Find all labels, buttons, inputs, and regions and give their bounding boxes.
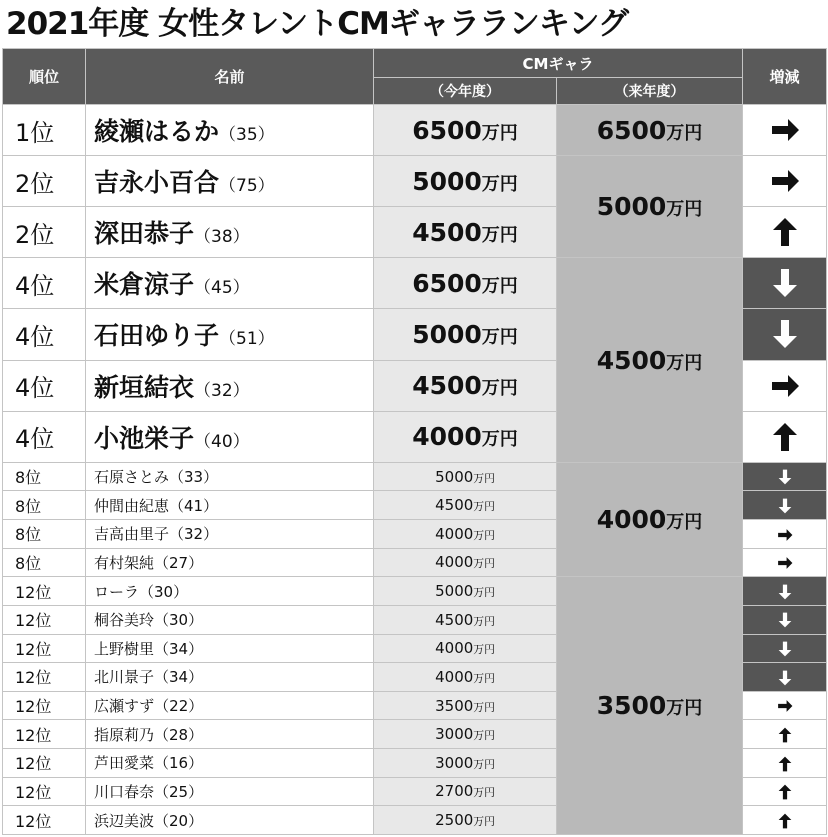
- name-cell: [86, 207, 374, 258]
- fee-value: 4000: [435, 667, 474, 686]
- page-title: 2021年度 女性タレントCMギャラランキング: [6, 6, 628, 42]
- talent-age: （51）: [219, 329, 275, 350]
- name-cell: [86, 749, 374, 778]
- fee-value: 4000: [596, 505, 667, 535]
- talent-age: （40）: [194, 431, 250, 452]
- change-cell: [743, 663, 827, 692]
- name-cell: [86, 156, 374, 207]
- change-cell: [743, 258, 827, 309]
- fee-unit: 万円: [666, 122, 703, 144]
- current-fee-cell: [374, 156, 557, 207]
- fee-unit: 万円: [473, 557, 495, 571]
- change-cell: [743, 520, 827, 549]
- fee-unit: 万円: [473, 500, 495, 514]
- change-cell: [743, 462, 827, 491]
- fee-unit: 万円: [473, 700, 495, 714]
- arrow-down-icon: [776, 640, 794, 658]
- fee-value: 4500: [412, 371, 482, 401]
- arrow-right-icon: [768, 113, 802, 147]
- talent-age: （34）: [154, 668, 204, 687]
- current-fee-cell: [374, 105, 557, 156]
- talent-name: 新垣結衣: [94, 372, 195, 402]
- fee-unit: 万円: [473, 671, 495, 685]
- name-cell: [86, 411, 374, 462]
- talent-name: 石田ゆり子: [94, 321, 220, 351]
- name-cell: [86, 605, 374, 634]
- fee-unit: 万円: [473, 786, 495, 800]
- change-cell: [743, 156, 827, 207]
- talent-age: （41）: [169, 496, 219, 515]
- fee-unit: 万円: [481, 378, 518, 400]
- change-cell: [743, 691, 827, 720]
- change-cell: [743, 577, 827, 606]
- talent-name: 上野樹里: [94, 639, 155, 658]
- fee-unit: 万円: [473, 614, 495, 628]
- talent-name: 有村架純: [94, 553, 155, 572]
- fee-value: 4000: [435, 524, 474, 543]
- talent-name: 深田恭子: [94, 219, 195, 249]
- talent-name: 川口春奈: [94, 782, 155, 801]
- talent-name: 仲間由紀恵: [94, 496, 170, 515]
- rank-cell: 2位: [3, 207, 86, 258]
- header-rank: 順位: [3, 49, 86, 105]
- table-row: [3, 156, 827, 207]
- header-cm-fee: CMギャラ: [374, 49, 743, 78]
- change-cell: [743, 749, 827, 778]
- fee-unit: 万円: [481, 224, 518, 246]
- arrow-down-icon: [776, 611, 794, 629]
- name-cell: [86, 691, 374, 720]
- rank-cell: 8位: [3, 520, 86, 549]
- current-fee-cell: [374, 520, 557, 549]
- arrow-down-icon: [776, 497, 794, 515]
- header-current-year: （今年度）: [374, 78, 557, 105]
- change-cell: [743, 105, 827, 156]
- current-fee-cell: [374, 411, 557, 462]
- talent-age: （32）: [194, 380, 250, 401]
- fee-unit: 万円: [473, 757, 495, 771]
- change-cell: [743, 548, 827, 577]
- arrow-down-icon: [768, 266, 802, 300]
- name-cell: [86, 806, 374, 835]
- talent-name: 北川景子: [94, 668, 155, 687]
- fee-value: 3500: [435, 696, 474, 715]
- talent-name: 小池栄子: [94, 423, 195, 453]
- rank-cell: 12位: [3, 691, 86, 720]
- fee-value: 4500: [435, 610, 474, 629]
- next-fee-cell: [557, 577, 743, 835]
- current-fee-cell: [374, 720, 557, 749]
- name-cell: [86, 634, 374, 663]
- arrow-up-icon: [776, 812, 794, 830]
- ranking-table: [2, 48, 827, 835]
- change-cell: [743, 360, 827, 411]
- arrow-up-icon: [776, 755, 794, 773]
- rank-cell: 8位: [3, 462, 86, 491]
- name-cell: [86, 663, 374, 692]
- name-cell: [86, 577, 374, 606]
- arrow-down-icon: [768, 317, 802, 351]
- fee-value: 5000: [435, 582, 474, 601]
- fee-value: 2500: [435, 811, 474, 830]
- talent-name: 吉高由里子: [94, 525, 170, 544]
- header-next-year: （来年度）: [557, 78, 743, 105]
- current-fee-cell: [374, 548, 557, 577]
- current-fee-cell: [374, 634, 557, 663]
- fee-value: 6500: [412, 268, 482, 298]
- fee-value: 4500: [412, 217, 482, 247]
- rank-cell: 12位: [3, 605, 86, 634]
- fee-unit: 万円: [481, 275, 518, 297]
- fee-value: 3000: [435, 753, 474, 772]
- talent-age: （30）: [139, 582, 189, 601]
- rank-cell: 12位: [3, 777, 86, 806]
- rank-cell: 4位: [3, 309, 86, 360]
- talent-age: （28）: [154, 725, 204, 744]
- current-fee-cell: [374, 360, 557, 411]
- change-cell: [743, 309, 827, 360]
- arrow-right-icon: [776, 526, 794, 544]
- fee-value: 4000: [435, 553, 474, 572]
- fee-value: 4500: [596, 345, 667, 375]
- fee-unit: 万円: [666, 352, 703, 374]
- change-cell: [743, 720, 827, 749]
- current-fee-cell: [374, 749, 557, 778]
- fee-unit: 万円: [481, 122, 518, 144]
- current-fee-cell: [374, 605, 557, 634]
- name-cell: [86, 258, 374, 309]
- arrow-up-icon: [768, 420, 802, 454]
- header-change: 増減: [743, 49, 827, 105]
- name-cell: [86, 309, 374, 360]
- arrow-right-icon: [768, 164, 802, 198]
- talent-age: （20）: [154, 811, 204, 830]
- fee-value: 6500: [596, 115, 667, 145]
- talent-name: 桐谷美玲: [94, 611, 155, 630]
- arrow-right-icon: [776, 554, 794, 572]
- fee-value: 5000: [412, 319, 482, 349]
- current-fee-cell: [374, 577, 557, 606]
- fee-value: 5000: [412, 166, 482, 196]
- fee-unit: 万円: [481, 326, 518, 348]
- fee-value: 4500: [435, 496, 474, 515]
- rank-cell: 12位: [3, 749, 86, 778]
- rank-cell: 4位: [3, 411, 86, 462]
- current-fee-cell: [374, 258, 557, 309]
- name-cell: [86, 462, 374, 491]
- talent-age: （27）: [154, 553, 204, 572]
- talent-age: （38）: [194, 227, 250, 248]
- fee-unit: 万円: [473, 528, 495, 542]
- fee-value: 5000: [435, 467, 474, 486]
- name-cell: [86, 491, 374, 520]
- talent-age: （75）: [219, 176, 275, 197]
- arrow-down-icon: [776, 468, 794, 486]
- talent-name: 広瀬すず: [94, 697, 155, 716]
- next-fee-cell: [557, 105, 743, 156]
- talent-age: （16）: [154, 754, 204, 773]
- rank-cell: 12位: [3, 806, 86, 835]
- fee-unit: 万円: [481, 429, 518, 451]
- next-fee-cell: [557, 258, 743, 462]
- arrow-up-icon: [776, 726, 794, 744]
- table-row: [3, 577, 827, 606]
- change-cell: [743, 207, 827, 258]
- table-row: [3, 105, 827, 156]
- arrow-up-icon: [776, 783, 794, 801]
- talent-name: 石原さとみ: [94, 468, 170, 487]
- arrow-up-icon: [768, 215, 802, 249]
- rank-cell: 1位: [3, 105, 86, 156]
- name-cell: [86, 548, 374, 577]
- change-cell: [743, 777, 827, 806]
- talent-name: 芦田愛菜: [94, 754, 155, 773]
- fee-unit: 万円: [666, 698, 703, 720]
- talent-age: （34）: [154, 639, 204, 658]
- talent-age: （33）: [169, 468, 219, 487]
- arrow-down-icon: [776, 669, 794, 687]
- fee-value: 2700: [435, 782, 474, 801]
- arrow-down-icon: [776, 583, 794, 601]
- name-cell: [86, 777, 374, 806]
- name-cell: [86, 105, 374, 156]
- rank-cell: 8位: [3, 548, 86, 577]
- fee-value: 5000: [596, 192, 667, 222]
- fee-unit: 万円: [473, 586, 495, 600]
- talent-name: 指原莉乃: [94, 725, 155, 744]
- current-fee-cell: [374, 207, 557, 258]
- header-name: 名前: [86, 49, 374, 105]
- rank-cell: 4位: [3, 258, 86, 309]
- fee-unit: 万円: [666, 512, 703, 534]
- current-fee-cell: [374, 691, 557, 720]
- fee-value: 4000: [412, 422, 482, 452]
- talent-age: （30）: [154, 611, 204, 630]
- fee-unit: 万円: [473, 729, 495, 743]
- talent-name: 吉永小百合: [94, 168, 220, 198]
- fee-unit: 万円: [481, 173, 518, 195]
- table-row: [3, 258, 827, 309]
- fee-unit: 万円: [473, 471, 495, 485]
- talent-age: （32）: [169, 525, 219, 544]
- rank-cell: 12位: [3, 634, 86, 663]
- rank-cell: 2位: [3, 156, 86, 207]
- current-fee-cell: [374, 806, 557, 835]
- arrow-right-icon: [768, 369, 802, 403]
- talent-age: （35）: [219, 125, 275, 146]
- talent-age: （22）: [154, 697, 204, 716]
- current-fee-cell: [374, 462, 557, 491]
- change-cell: [743, 411, 827, 462]
- table-row: [3, 462, 827, 491]
- current-fee-cell: [374, 309, 557, 360]
- rank-cell: 4位: [3, 360, 86, 411]
- name-cell: [86, 360, 374, 411]
- current-fee-cell: [374, 663, 557, 692]
- talent-name: 綾瀬はるか: [94, 117, 220, 147]
- fee-unit: 万円: [473, 815, 495, 829]
- change-cell: [743, 491, 827, 520]
- arrow-right-icon: [776, 697, 794, 715]
- talent-name: 米倉涼子: [94, 270, 195, 300]
- fee-value: 6500: [412, 115, 482, 145]
- name-cell: [86, 520, 374, 549]
- fee-unit: 万円: [666, 199, 703, 221]
- change-cell: [743, 806, 827, 835]
- rank-cell: 12位: [3, 720, 86, 749]
- talent-name: 浜辺美波: [94, 811, 155, 830]
- fee-unit: 万円: [473, 643, 495, 657]
- next-fee-cell: [557, 462, 743, 577]
- next-fee-cell: [557, 156, 743, 258]
- talent-age: （25）: [154, 782, 204, 801]
- fee-value: 3500: [596, 691, 667, 721]
- talent-name: ローラ: [94, 582, 140, 601]
- name-cell: [86, 720, 374, 749]
- rank-cell: 12位: [3, 663, 86, 692]
- change-cell: [743, 605, 827, 634]
- change-cell: [743, 634, 827, 663]
- rank-cell: 8位: [3, 491, 86, 520]
- rank-cell: 12位: [3, 577, 86, 606]
- current-fee-cell: [374, 491, 557, 520]
- fee-value: 3000: [435, 725, 474, 744]
- current-fee-cell: [374, 777, 557, 806]
- talent-age: （45）: [194, 278, 250, 299]
- fee-value: 4000: [435, 639, 474, 658]
